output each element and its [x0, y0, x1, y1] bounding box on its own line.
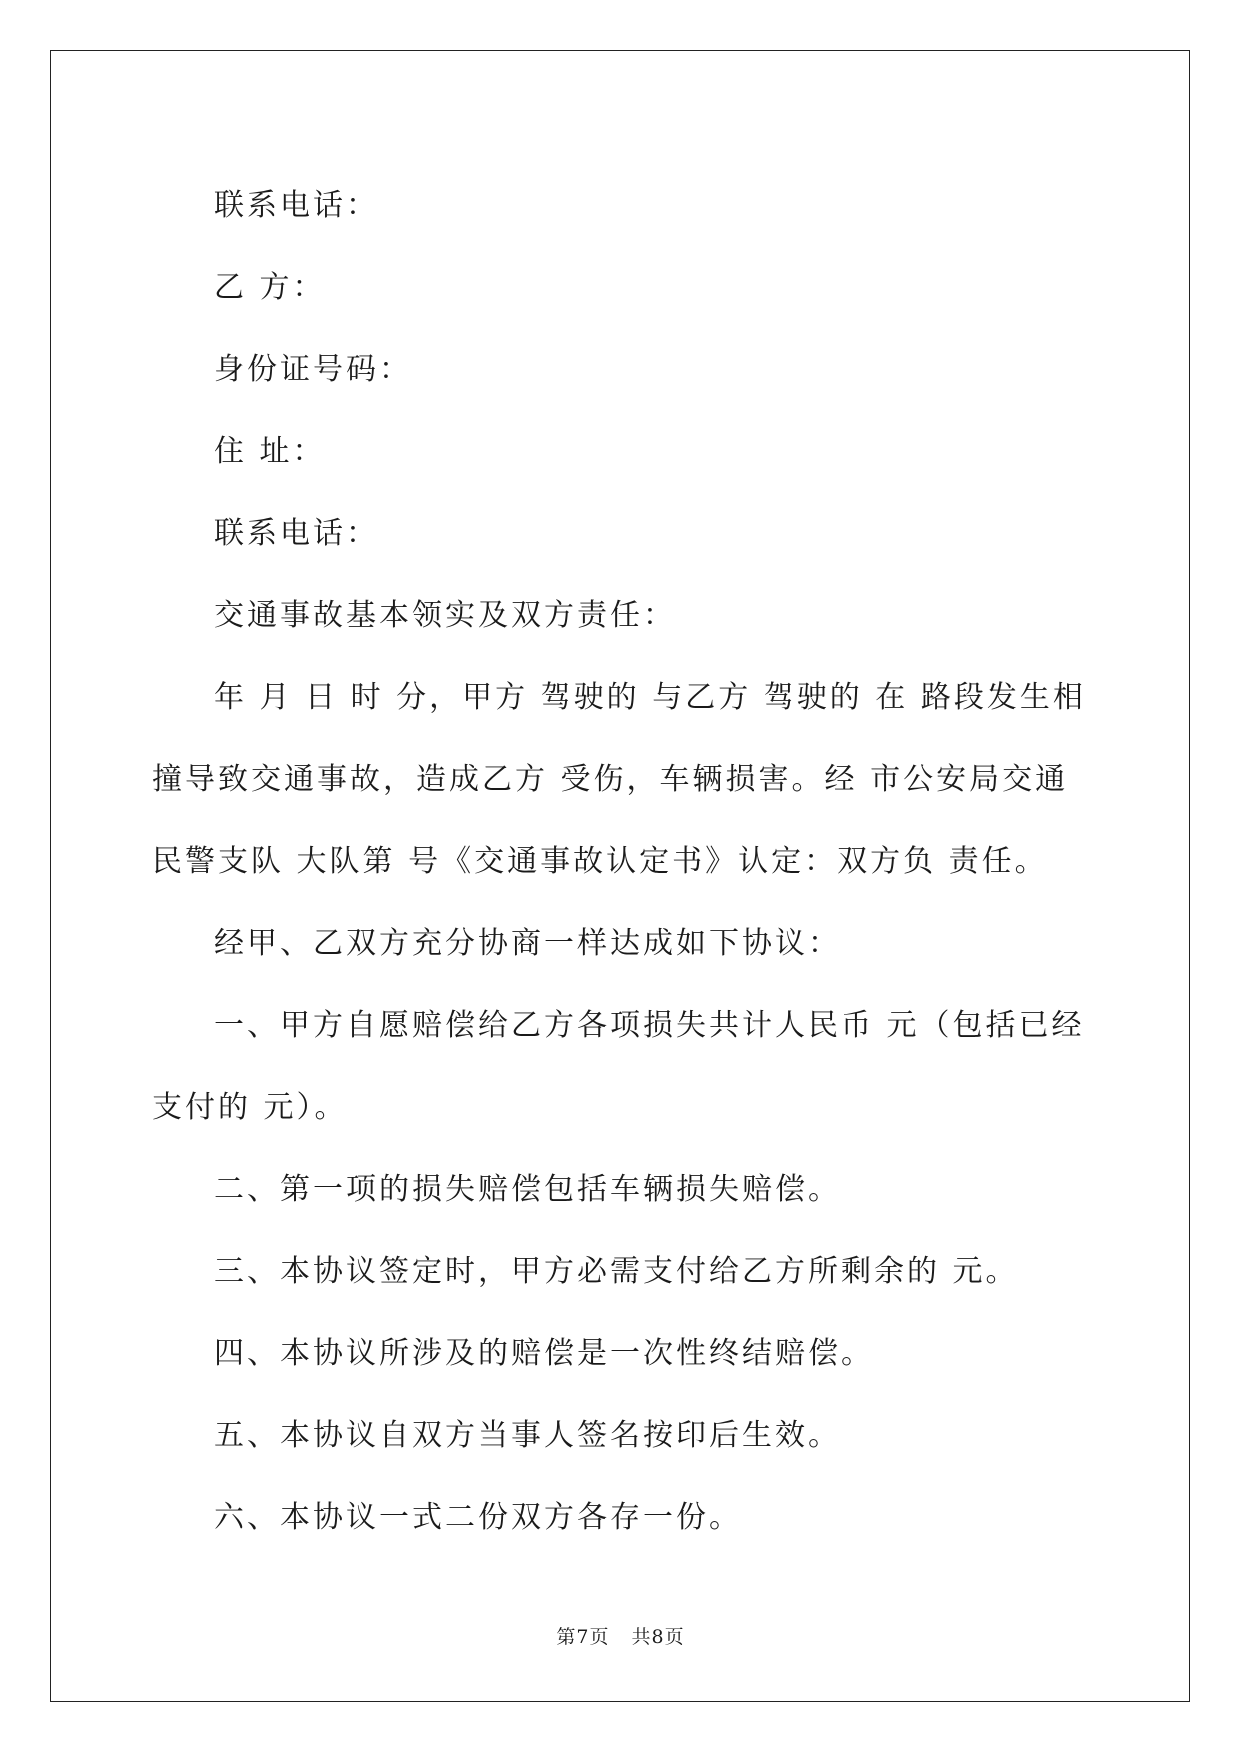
document-body [152, 165, 1088, 1559]
agreement-intro: 经甲、乙双方充分协商一样达成如下协议： [214, 926, 841, 961]
page-number-current: 第7页 [556, 1626, 610, 1648]
accident-description: 年 月 日 时 分，甲方 驾驶的 与乙方 驾驶的 在 路段发生相撞导致交通事故，造成乙方 受伤，车辆损害。经 市公安局交通民警支队 大队第 号《交通事故认定书》认定：双方负 责任。 [152, 680, 1086, 879]
accident-facts-heading: 交通事故基本领实及双方责任： [214, 598, 676, 633]
page-footer [0, 1622, 1241, 1649]
clause-1: 一、甲方自愿赔偿给乙方各项损失共计人民币 元（包括已经支付的 元）。 [152, 1008, 1085, 1125]
contact-phone-a: 联系电话： [214, 188, 379, 223]
clause-4: 四、本协议所涉及的赔偿是一次性终结赔偿。 [214, 1336, 874, 1371]
page-number-total: 共8页 [631, 1626, 685, 1648]
id-number-label: 身份证号码： [214, 352, 412, 387]
clause-3: 三、本协议签定时，甲方必需支付给乙方所剩余的 元。 [214, 1254, 1019, 1289]
clause-6: 六、本协议一式二份双方各存一份。 [214, 1500, 742, 1535]
address-label: 住 址： [214, 434, 326, 469]
clause-5: 五、本协议自双方当事人签名按印后生效。 [214, 1418, 841, 1453]
clause-2: 二、第一项的损失赔偿包括车辆损失赔偿。 [214, 1172, 841, 1207]
contact-phone-b: 联系电话： [214, 516, 379, 551]
party-b-label: 乙 方： [214, 270, 326, 305]
